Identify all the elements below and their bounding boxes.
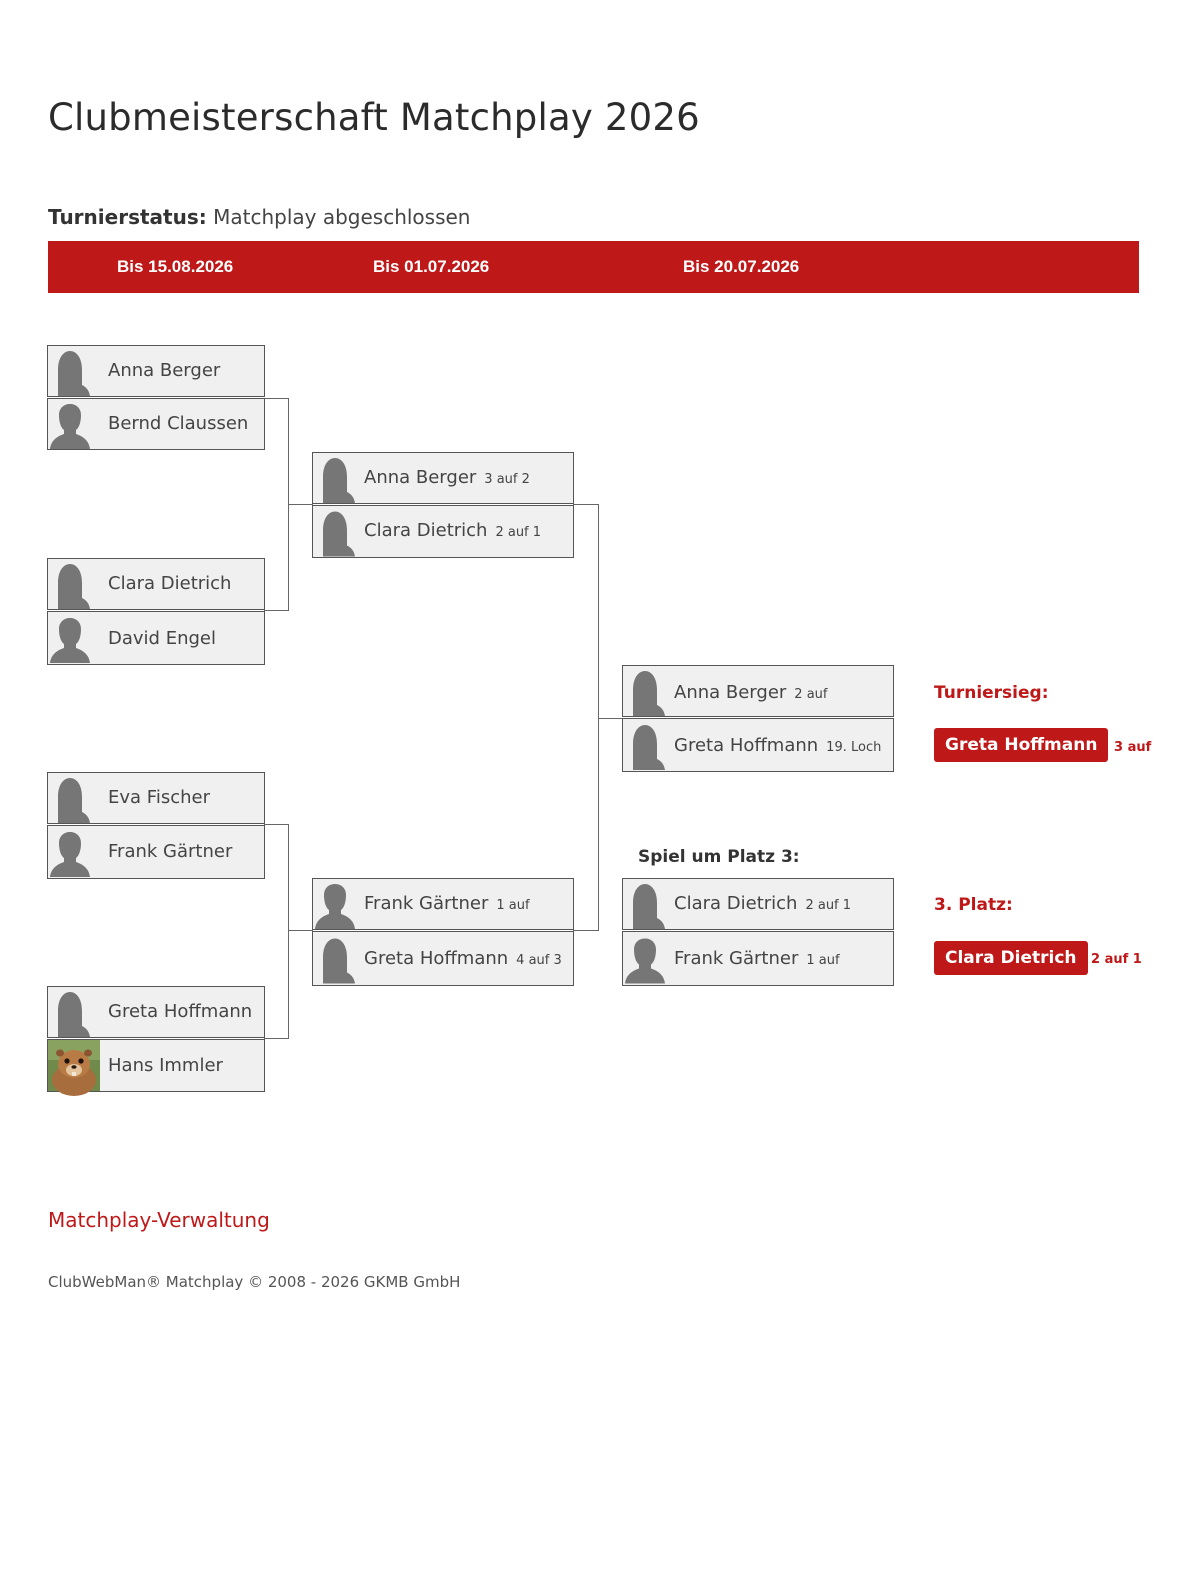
winner-label: Turniersieg: [934,683,1049,703]
male-silhouette-icon [48,612,92,664]
player-name-text: Anna Berger [364,467,477,488]
player-name: Bernd Claussen [108,413,249,434]
round1-slot-8[interactable] [47,1039,265,1092]
player-name [674,948,840,969]
final-slot-1[interactable] [622,665,894,717]
player-name [364,520,541,541]
player-name-text: Greta Hoffmann [674,735,819,756]
female-silhouette-icon [313,506,357,557]
match-result: 2 auf [794,687,828,702]
male-silhouette-icon [313,879,357,929]
round1-slot-6[interactable] [47,825,265,879]
page-title: Clubmeisterschaft Matchplay 2026 [48,96,700,139]
player-name [364,467,530,488]
round2-slot-2[interactable] [312,505,574,558]
player-name-text: Frank Gärtner [674,948,799,969]
third-match-slot-1[interactable] [622,878,894,930]
match-result: 1 auf [806,953,840,968]
female-silhouette-icon [313,453,357,503]
female-silhouette-icon [313,932,357,985]
marmot-photo [48,1040,100,1091]
player-name [364,948,562,969]
round1-slot-5[interactable] [47,772,265,824]
player-name: Clara Dietrich [108,573,232,594]
female-silhouette-icon [48,987,92,1037]
player-name [674,735,881,756]
player-name: Greta Hoffmann [108,1001,253,1022]
third-place-match-label: Spiel um Platz 3: [638,847,800,867]
match-result: 2 auf 1 [805,898,852,913]
winner-result-clip [1114,738,1152,758]
male-silhouette-icon [48,826,92,878]
female-silhouette-icon [623,719,667,771]
female-silhouette-icon [48,346,92,396]
round-header-bar [48,241,1139,293]
match-result: 3 auf 2 [484,472,530,487]
status-label: Turnierstatus: [48,205,207,229]
final-slot-2[interactable] [622,718,894,772]
player-name: David Engel [108,628,216,649]
player-name-text: Anna Berger [674,682,787,703]
tournament-status [48,205,470,229]
player-name: Hans Immler [108,1055,223,1076]
round1-slot-7[interactable] [47,986,265,1038]
male-silhouette-icon [623,932,667,985]
round-3-deadline: Bis 20.07.2026 [683,257,800,276]
third-match-slot-2[interactable] [622,931,894,986]
player-name-text: Clara Dietrich [364,520,488,541]
round-1-deadline: Bis 15.08.2026 [117,257,234,276]
player-name: Eva Fischer [108,787,210,808]
round1-slot-3[interactable] [47,558,265,610]
match-result: 19. Loch [826,740,882,755]
player-name [674,682,827,703]
third-place-badge: Clara Dietrich [934,941,1088,975]
player-name: Anna Berger [108,360,221,381]
player-name-text: Greta Hoffmann [364,948,509,969]
round2-slot-3[interactable] [312,878,574,930]
female-silhouette-icon [623,879,667,929]
round1-slot-1[interactable] [47,345,265,397]
player-name-text: Clara Dietrich [674,893,798,914]
round1-slot-2[interactable] [47,398,265,450]
match-result: 2 auf 1 [495,525,542,540]
round2-slot-4[interactable] [312,931,574,986]
player-name [364,893,530,914]
player-name [674,893,851,914]
match-result: 1 auf [496,898,530,913]
male-silhouette-icon [48,399,92,449]
female-silhouette-icon [48,559,92,609]
winner-badge: Greta Hoffmann [934,728,1108,762]
player-name-text: Frank Gärtner [364,893,489,914]
status-value: Matchplay abgeschlossen [213,205,471,229]
third-place-label: 3. Platz: [934,895,1013,915]
copyright: ClubWebMan® Matchplay © 2008 - 2026 GKMB GmbH [48,1273,461,1291]
female-silhouette-icon [48,773,92,823]
player-name: Frank Gärtner [108,841,233,862]
winner-result: 3 auf [1114,740,1152,755]
female-silhouette-icon [623,666,667,716]
matchplay-admin-link[interactable]: Matchplay-Verwaltung [48,1208,270,1232]
round2-slot-1[interactable] [312,452,574,504]
match-result: 4 auf 3 [516,953,562,968]
round1-slot-4[interactable] [47,611,265,665]
round-2-deadline: Bis 01.07.2026 [373,257,490,276]
third-place-result: 2 auf 1 [1091,952,1142,967]
